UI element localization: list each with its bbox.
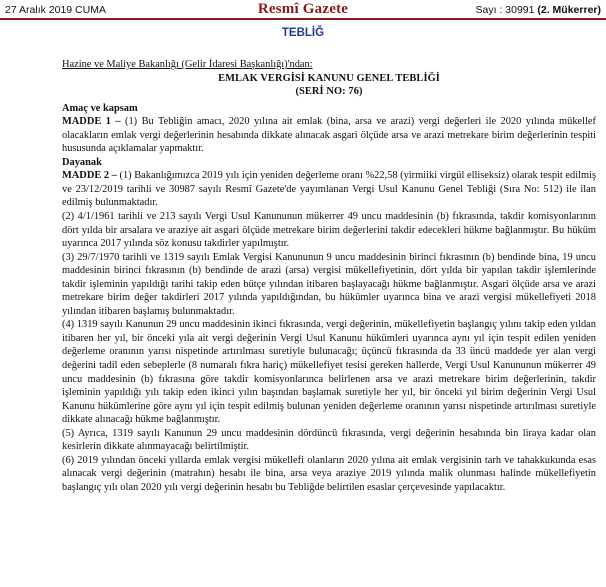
paragraph-4: (4) 1319 sayılı Kanunun 29 uncu maddesinin ikinci fıkrasında, vergi değerinin, mükellefiyetin başlangıç yılını takip eden yıldan itibaren her yıl, bir önceki yıla ait vergi değerinin Vergi Usul Kanunu hükümleri uyarınca aynı yıl için tespit edilen yeniden değerleme oranının yarısı nispetinde artırılması suretiyle bulunacağı; üçüncü fıkrasında da 33 üncü maddede yer alan vergi değerini tadil eden sebeplerle (8 numaralı fıkra hariç) mükellefiyet tesisi gereken hallerde, Vergi Usul Kanununun mükerrer 49 uncu maddesinin (b) fıkrasına göre takdir komisyonlarınca belirlenen arsa ve arazi metrekare birim değerlerinin, takdir işleminin yapıldığı yılı takip eden ikinci yılın başından başlamak suretiyle her yıl, bir önceki yıl birim değerinin Vergi Usul Kanunu hükümlerine göre aynı yıl için tespit edilmiş bulunan yeniden değerleme oranının yarısı nispetinde artırılması suretiyle dikkate alınacağı hükme bağlanmıştır. <box>62 319 596 426</box>
article-1-label: MADDE 1 – <box>62 116 125 128</box>
gazette-title: Resmî Gazete <box>257 1 349 17</box>
issue-number <box>476 4 602 16</box>
paragraph-3: (3) 29/7/1970 tarihli ve 1319 sayılı Emlak Vergisi Kanununun 9 uncu maddesinin birinci fıkrasının (b) bendinde bina, 19 uncu maddesinin birinci fıkrasının (b) bendinde de arazi (arsa) vergisi mükellefiyetinin, dört yılda bir yapılan takdir işlemlerinde takdir işleminin yapıldığı tarihi takip eden bütçe yılından itibaren başlayacağı hükme bağlanmıştır. Asgari ölçüde arsa ve arazi metrekare birim değer takdirleri 2017 yılında yapıldığından, bu hükümler uyarınca bina ve arazi vergisi mükellefiyeti 2018 yılından itibaren başlamış bulunmaktadır. <box>62 251 596 317</box>
paragraph-2: (2) 4/1/1961 tarihli ve 213 sayılı Vergi Usul Kanununun mükerrer 49 uncu maddesinin (b) fıkrasında, takdir komisyonlarının dört yılda bir arsalara ve araziye ait asgari ölçüde metrekare birim değerlerini takdir edecekleri hükme bağlanmıştır. Bu hüküm uyarınca 2017 yılında söz konusu takdirler yapılmıştır. <box>62 211 596 250</box>
communique-body <box>62 58 596 495</box>
paragraph-5: (5) Ayrıca, 1319 sayılı Kanunun 29 uncu maddesinin dördüncü fıkrasında, vergi değerinin hesabında bin liraya kadar olan kesirlerin dikkate alınmayacağı belirtilmiştir. <box>62 427 596 453</box>
article-1-text: (1) Bu Tebliğin amacı, 2020 yılına ait emlak (bina, arsa ve arazi) vergi değerleri ile 2020 yılında mükellef olacakların emlak vergi değerlerinin hesabında dikkate alınacak asgari ölçüde arsa ve arazi metrekare birim değerlerinin tespiti hususunda açıklamalar yapmaktır. <box>62 116 596 155</box>
heading-basis: Dayanak <box>62 156 102 168</box>
gazette-header <box>0 0 606 20</box>
document-title: EMLAK VERGİSİ KANUNU GENEL TEBLİĞİ <box>218 72 440 84</box>
header-date: 27 Aralık 2019 CUMA <box>5 4 106 16</box>
issue-number-text: Sayı : 30991 <box>475 4 538 16</box>
heading-purpose: Amaç ve kapsam <box>62 102 138 114</box>
paragraph-6: (6) 2019 yılından önceki yıllarda emlak vergisi mükellefi olanların 2020 yılına ait emlak vergisinin tarh ve tahakkukunda esas alınacak vergi değerinin (matrahın) hesabı ile bina, arsa veya araziye 2019 yılında malik olunması halinde mükellefiyetin başlangıç yılı olan 2020 yılı vergi değerinin hesabı bu Tebliğde belirtilen esaslar çerçevesinde yapılacaktır. <box>62 454 596 493</box>
issue-extra-label: (2. Mükerrer) <box>537 4 601 16</box>
issuing-authority: Hazine ve Maliye Bakanlığı (Gelir İdaresi Başkanlığı)'ndan: <box>62 59 313 70</box>
article-2-label: MADDE 2 – <box>62 170 120 182</box>
article-2-text: (1) Bakanlığımızca 2019 yılı için yeniden değerleme oranı %22,58 (yirmiiki virgül elliseksiz) olarak tespit edilmiş ve 23/12/2019 tarihli ve 30987 sayılı Resmî Gazete'de yayımlanan Vergi Usul Kanunu Genel Tebliği (Sıra No: 512) ile ilan edilmiş bulunmaktadır. <box>62 170 596 209</box>
series-number: (SERİ NO: 76) <box>295 86 363 98</box>
article-1 <box>62 115 596 156</box>
section-title: TEBLİĞ <box>281 27 325 39</box>
article-2 <box>62 169 596 210</box>
